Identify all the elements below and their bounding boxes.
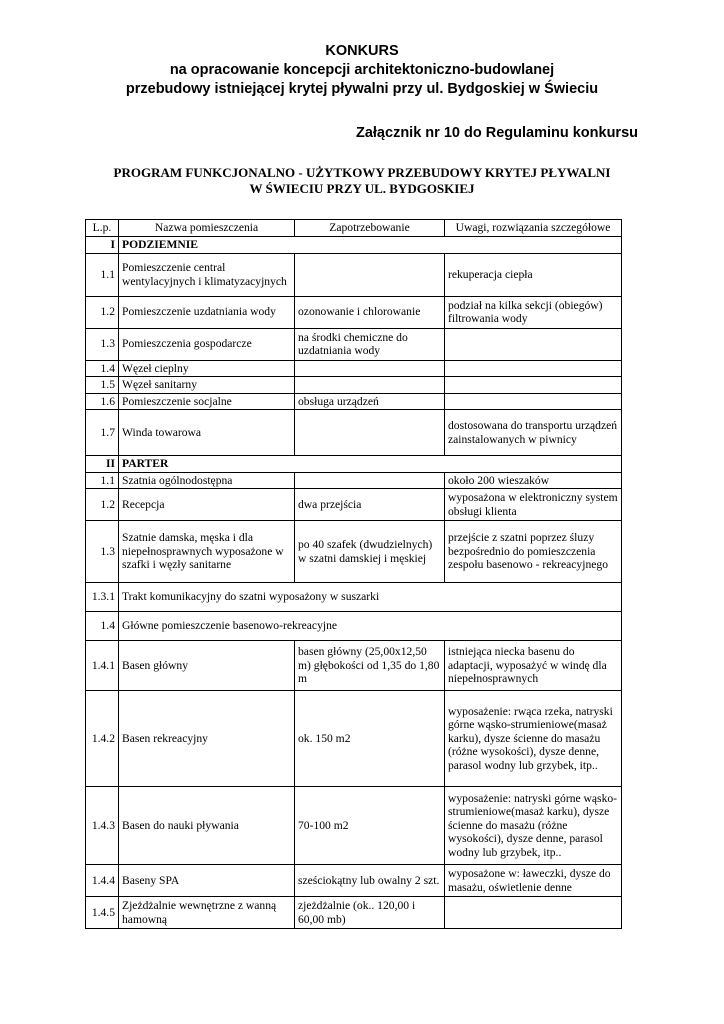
table-row	[86, 641, 622, 691]
table-row	[86, 897, 622, 929]
section-number: II	[86, 456, 119, 473]
row-name: Węzeł sanitarny	[119, 377, 295, 394]
row-name: Pomieszczenie central wentylacyjnych i klimatyzacyjnych	[119, 253, 295, 296]
table-row	[86, 612, 622, 641]
table-row	[86, 521, 622, 583]
row-need	[295, 377, 445, 394]
table-row	[86, 393, 622, 410]
row-lp: 1.1	[86, 472, 119, 489]
row-notes: podział na kilka sekcji (obiegów) filtrowania wody	[445, 296, 622, 328]
row-lp: 1.3.1	[86, 583, 119, 612]
row-notes	[445, 377, 622, 394]
table-row	[86, 328, 622, 360]
contest-subtitle-2: przebudowy istniejącej krytej pływalni przy ul. Bydgoskiej w Świeciu	[125, 81, 599, 97]
program-title-line-1: PROGRAM FUNKCJONALNO - UŻYTKOWY PRZEBUDOWY KRYTEJ PŁYWALNI	[113, 165, 611, 180]
program-title-line-2: W ŚWIECIU PRZY UL. BYDGOSKIEJ	[249, 181, 475, 196]
row-need	[295, 360, 445, 377]
table-row	[86, 296, 622, 328]
row-name: Główne pomieszczenie basenowo-rekreacyjne	[119, 612, 622, 641]
row-lp: 1.3	[86, 328, 119, 360]
row-name: Szatnie damska, męska i dla niepełnosprawnych wyposażone w szafki i węzły sanitarne	[119, 521, 295, 583]
row-notes: przejście z szatni poprzez śluzy bezpośrednio do pomieszczenia zespołu basenowo - rekreacyjnego	[445, 521, 622, 583]
row-need	[295, 253, 445, 296]
row-need: 70-100 m2	[295, 787, 445, 865]
row-lp: 1.4	[86, 360, 119, 377]
section-row	[86, 456, 622, 473]
row-notes	[445, 897, 622, 929]
row-name: Basen rekreacyjny	[119, 691, 295, 787]
row-notes: istniejąca niecka basenu do adaptacji, wyposażyć w windę dla niepełnosprawnych	[445, 641, 622, 691]
section-number: I	[86, 237, 119, 254]
row-need: ok. 150 m2	[295, 691, 445, 787]
row-notes: rekuperacja ciepła	[445, 253, 622, 296]
row-need: dwa przejścia	[295, 489, 445, 521]
row-need: ozonowanie i chlorowanie	[295, 296, 445, 328]
row-lp: 1.6	[86, 393, 119, 410]
row-lp: 1.4.4	[86, 865, 119, 897]
table-header-row	[86, 220, 622, 237]
annex-label: Załącznik nr 10 do Regulaminu konkursu	[355, 125, 638, 141]
header-notes: Uwagi, rozwiązania szczegółowe	[445, 220, 622, 237]
row-name: Basen główny	[119, 641, 295, 691]
row-name: Winda towarowa	[119, 410, 295, 456]
row-need: basen główny (25,00x12,50 m) głębokości od 1,35 do 1,80 m	[295, 641, 445, 691]
table-row	[86, 253, 622, 296]
section-row	[86, 237, 622, 254]
row-name: Baseny SPA	[119, 865, 295, 897]
row-name: Pomieszczenie uzdatniania wody	[119, 296, 295, 328]
header-lp: L.p.	[86, 220, 119, 237]
program-title	[0, 165, 724, 197]
program-table	[85, 219, 622, 929]
row-name: Trakt komunikacyjny do szatni wyposażony w suszarki	[119, 583, 622, 612]
row-need: obsługa urządzeń	[295, 393, 445, 410]
row-lp: 1.4.3	[86, 787, 119, 865]
table-row	[86, 377, 622, 394]
row-name: Basen do nauki pływania	[119, 787, 295, 865]
row-lp: 1.4.1	[86, 641, 119, 691]
row-need: sześciokątny lub owalny 2 szt.	[295, 865, 445, 897]
row-name: Węzeł cieplny	[119, 360, 295, 377]
table-row	[86, 691, 622, 787]
contest-title: KONKURS	[325, 43, 399, 59]
row-notes: wyposażona w elektroniczny system obsługi klienta	[445, 489, 622, 521]
section-name: PODZIEMNIE	[119, 237, 622, 254]
row-lp: 1.4.2	[86, 691, 119, 787]
row-name: Recepcja	[119, 489, 295, 521]
row-lp: 1.1	[86, 253, 119, 296]
row-lp: 1.4	[86, 612, 119, 641]
row-notes	[445, 360, 622, 377]
row-need	[295, 472, 445, 489]
table-row	[86, 583, 622, 612]
table-row	[86, 787, 622, 865]
row-need: zjeżdżalnie (ok.. 120,00 i 60,00 mb)	[295, 897, 445, 929]
row-name: Szatnia ogólnodostępna	[119, 472, 295, 489]
table-row	[86, 360, 622, 377]
row-need: po 40 szafek (dwudzielnych) w szatni damskiej i męskiej	[295, 521, 445, 583]
header-requirement: Zapotrzebowanie	[295, 220, 445, 237]
row-name: Pomieszczenia gospodarcze	[119, 328, 295, 360]
row-notes: wyposażone w: ławeczki, dysze do masażu, oświetlenie denne	[445, 865, 622, 897]
row-notes: około 200 wieszaków	[445, 472, 622, 489]
row-notes	[445, 328, 622, 360]
table-row	[86, 489, 622, 521]
row-lp: 1.3	[86, 521, 119, 583]
table-row	[86, 865, 622, 897]
row-need: na środki chemiczne do uzdatniania wody	[295, 328, 445, 360]
row-name: Pomieszczenie socjalne	[119, 393, 295, 410]
row-name: Zjeżdżalnie wewnętrzne z wanną hamowną	[119, 897, 295, 929]
row-lp: 1.5	[86, 377, 119, 394]
table-row	[86, 410, 622, 456]
row-notes	[445, 393, 622, 410]
row-need	[295, 410, 445, 456]
table-row	[86, 472, 622, 489]
contest-subtitle-1: na opracowanie koncepcji architektoniczno-budowlanej	[169, 62, 555, 78]
row-notes: dostosowana do transportu urządzeń zainstalowanych w piwnicy	[445, 410, 622, 456]
row-lp: 1.7	[86, 410, 119, 456]
row-lp: 1.4.5	[86, 897, 119, 929]
row-lp: 1.2	[86, 296, 119, 328]
section-name: PARTER	[119, 456, 622, 473]
row-notes: wyposażenie: natryski górne wąsko-strumieniowe(masaż karku), dysze ścienne do masażu (różne wysokości), dysze denne, parasol wodny lub grzybek, itp..	[445, 787, 622, 865]
row-notes: wyposażenie: rwąca rzeka, natryski górne wąsko-strumieniowe(masaż karku), dysze ścienne do masażu (różne wysokości), dysze denne, parasol wodny lub grzybek, itp..	[445, 691, 622, 787]
header-room-name: Nazwa pomieszczenia	[119, 220, 295, 237]
row-lp: 1.2	[86, 489, 119, 521]
